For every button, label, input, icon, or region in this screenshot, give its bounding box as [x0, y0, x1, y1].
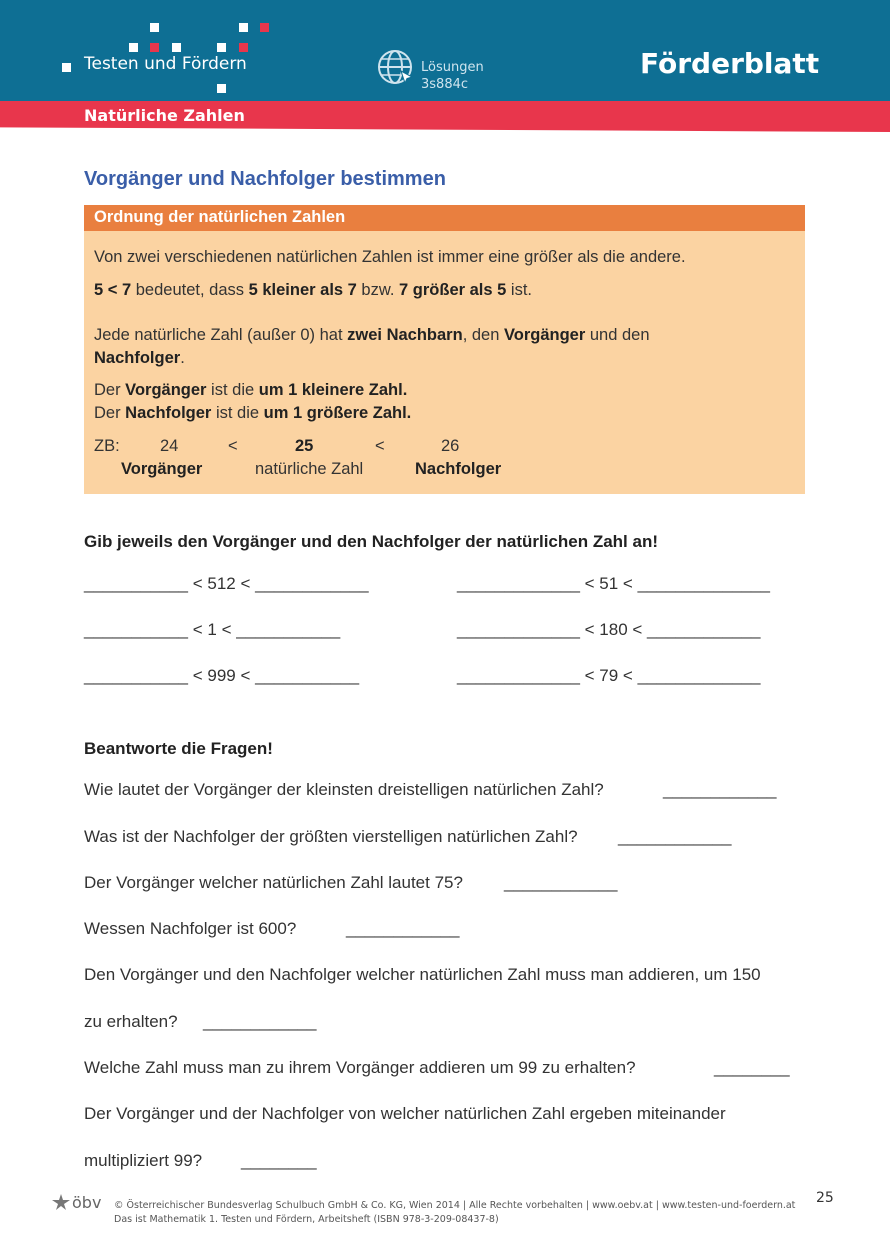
answer-blank[interactable]: ___________: [84, 666, 189, 685]
info-paragraph-3-cont: Nachfolger.: [94, 349, 185, 367]
question-6: Welche Zahl muss man zu ihrem Vorgänger addieren um 99 zu erhalten?: [84, 1058, 636, 1077]
footer-copyright: [114, 1199, 795, 1227]
answer-blank[interactable]: _____________: [457, 666, 580, 685]
answer-blank[interactable]: _____________: [637, 666, 761, 685]
solutions-link[interactable]: [421, 59, 484, 93]
info-paragraph-2: 5 < 7 bedeutet, dass 5 kleiner als 7 bzw. 7 größer als 5 ist.: [94, 281, 533, 299]
example-predecessor-number: 24: [160, 437, 179, 455]
info-box-title: Ordnung der natürlichen Zahlen: [94, 208, 346, 226]
globe-icon[interactable]: [377, 49, 415, 87]
info-box-header: [84, 205, 805, 231]
exercise-512: ___________ < 512 < ____________: [84, 574, 369, 593]
answer-blank[interactable]: ______________: [637, 574, 770, 593]
answer-blank[interactable]: ____________: [663, 780, 777, 799]
answer-blank[interactable]: ____________: [203, 1012, 317, 1031]
solutions-code: 3s884c: [421, 77, 469, 92]
example-successor-number: 26: [441, 437, 460, 455]
exercise-79: _____________ < 79 < _____________: [457, 666, 761, 685]
page-number: 25: [816, 1190, 834, 1206]
answer-blank[interactable]: ____________: [618, 827, 732, 846]
answer-blank[interactable]: ___________: [236, 620, 341, 639]
publisher-logo: [50, 1192, 112, 1217]
exercise-51: _____________ < 51 < ______________: [457, 574, 770, 593]
answer-blank[interactable]: ___________: [255, 666, 360, 685]
answer-blank[interactable]: ___________: [84, 620, 189, 639]
example-label-successor: Nachfolger: [415, 460, 502, 478]
example-less-than-2: <: [375, 437, 385, 455]
info-paragraph-3: Jede natürliche Zahl (außer 0) hat zwei Nachbarn, den Vorgänger und den: [94, 326, 650, 344]
question-5: Den Vorgänger und den Nachfolger welcher natürlichen Zahl muss man addieren, um 150: [84, 965, 761, 984]
question-2: Was ist der Nachfolger der größten vierstelligen natürlichen Zahl?: [84, 827, 578, 846]
example-zb: ZB:: [94, 437, 120, 455]
info-paragraph-5: Der Nachfolger ist die um 1 größere Zahl.: [94, 404, 412, 422]
answer-blank[interactable]: ____________: [346, 919, 460, 938]
task1-title: Gib jeweils den Vorgänger und den Nachfolger der natürlichen Zahl an!: [84, 532, 658, 551]
example-less-than-1: <: [228, 437, 238, 455]
answer-blank[interactable]: ___________: [84, 574, 189, 593]
answer-blank[interactable]: _____________: [457, 574, 580, 593]
exercise-999: ___________ < 999 < ___________: [84, 666, 360, 685]
answer-blank[interactable]: ____________: [255, 574, 369, 593]
example-number: 25: [295, 437, 314, 455]
example-label-predecessor: Vorgänger: [121, 460, 203, 478]
svg-text:öbv: öbv: [72, 1193, 102, 1212]
info-paragraph-4: Der Vorgänger ist die um 1 kleinere Zahl.: [94, 381, 408, 399]
question-7-cont: multipliziert 99?: [84, 1151, 203, 1170]
question-1: Wie lautet der Vorgänger der kleinsten dreistelligen natürlichen Zahl?: [84, 780, 604, 799]
info-paragraph-1: Von zwei verschiedenen natürlichen Zahlen ist immer eine größer als die andere.: [94, 248, 686, 266]
exercise-1: ___________ < 1 < ___________: [84, 620, 341, 639]
task2-title: Beantworte die Fragen!: [84, 739, 273, 758]
example-label-natural: natürliche Zahl: [255, 460, 364, 478]
answer-blank[interactable]: _____________: [457, 620, 580, 639]
exercise-180: _____________ < 180 < ____________: [457, 620, 761, 639]
question-7: Der Vorgänger und der Nachfolger von welcher natürlichen Zahl ergeben miteinander: [84, 1104, 726, 1123]
info-box: [84, 231, 805, 494]
question-5-cont: zu erhalten?: [84, 1012, 178, 1031]
footer-line-2: Das ist Mathematik 1. Testen und Fördern, Arbeitsheft (ISBN 978-3-209-08437-8): [114, 1214, 499, 1225]
question-3: Der Vorgänger welcher natürlichen Zahl lautet 75?: [84, 873, 463, 892]
publisher-mark-icon: [50, 1192, 112, 1212]
brand-name: Testen und Fördern: [84, 54, 247, 74]
answer-blank[interactable]: ____________: [504, 873, 618, 892]
subject-label: Natürliche Zahlen: [84, 106, 245, 125]
solutions-label: Lösungen: [421, 60, 484, 75]
footer-line-1: © Österreichischer Bundesverlag Schulbuch GmbH & Co. KG, Wien 2014 | Alle Rechte vorbehalten | www.oebv.at | www.testen-und-foerdern.at: [114, 1200, 796, 1211]
question-4: Wessen Nachfolger ist 600?: [84, 919, 297, 938]
section-title: Vorgänger und Nachfolger bestimmen: [84, 168, 446, 190]
answer-blank[interactable]: ________: [714, 1058, 790, 1077]
answer-blank[interactable]: ____________: [647, 620, 761, 639]
sheet-title: Förderblatt: [640, 47, 820, 80]
answer-blank[interactable]: ________: [241, 1151, 317, 1170]
